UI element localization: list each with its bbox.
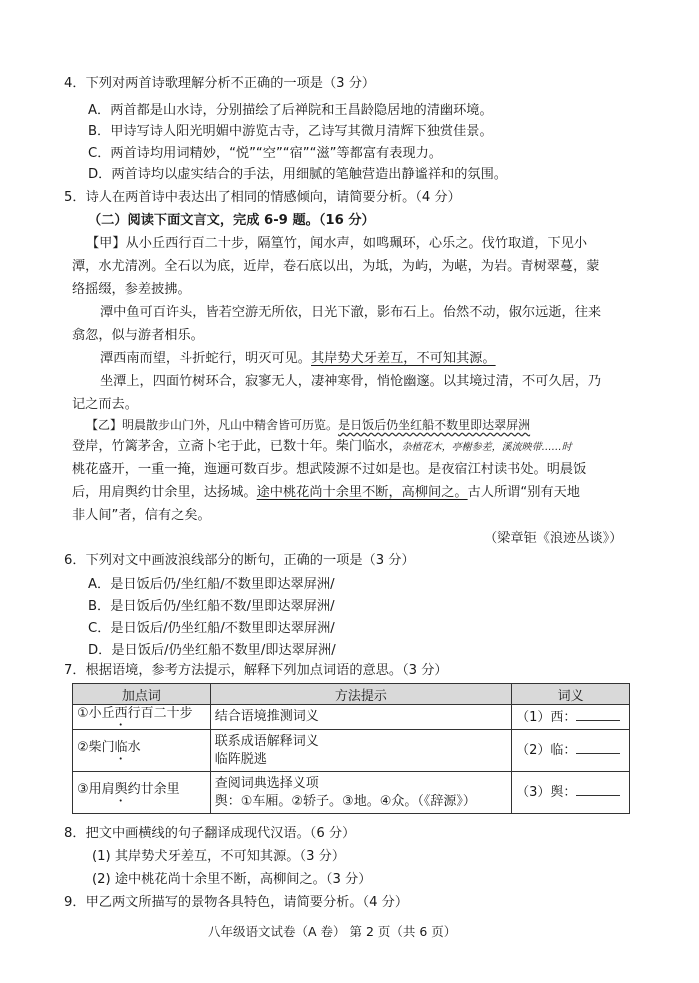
yi-line1 [86,417,530,433]
yi-line2 [72,439,572,456]
header-word: 加点词 [73,684,211,705]
jia-p2-line1: 潭中鱼可百许头，皆若空游无所依，日光下澈，影布石上。佁然不动，俶尔远逝，往来 [100,305,602,320]
yi-line4-part3: 古人所谓“别有天地 [467,485,580,500]
word-pre: ①小丘 [77,706,115,721]
q7-stem: 7．根据语境，参考方法提示，解释下列加点词语的意思。（3 分） [64,663,448,678]
yi-source: （梁章钜《浪迹丛谈》） [484,531,623,546]
q6-option-d: D．是日饭后/仍坐红船不数里/即达翠屏洲/ [88,643,336,658]
jia-p3 [100,351,496,367]
word-cell [73,705,211,730]
yi-line1-segment-2: 精舍 [254,418,279,432]
answer-blank[interactable] [576,783,620,796]
vocab-table [72,683,630,814]
jia-p1-line1: 【甲】从小丘西行百二十步，隔篁竹，闻水声，如鸣珮环，心乐之。伐竹取道，下见小 [86,236,588,251]
word-pre: ③用肩 [77,781,115,797]
page-footer: 八年级语文试卷（A 卷） 第 2 页（共 6 页） [208,924,457,939]
q5-stem: 5．诗人在两首诗中表达出了相同的情感倾向，请简要分析。（4 分） [64,190,461,205]
q6-stem: 6．下列对文中画波浪线部分的断句，正确的一项是（3 分） [64,553,415,568]
hint-text: 查阅词典选择义项 [214,775,319,791]
q4-option-c: C．两首诗均用词精妙，“悦”“空”“宿”“滋”等都富有表现力。 [88,146,442,161]
yi-line2-main: 登岸，竹篱茅舍，立斋卜宅于此，已数十年。柴门临水， [72,439,402,454]
dotted-word: 临 [114,739,128,755]
meaning-label: （3）舆： [516,785,577,800]
jia-p1-line3: 络摇缀，参差披拂。 [72,282,191,297]
meaning-label: （2）临： [516,743,577,758]
q8-stem: 8．把文中画横线的句子翻译成现代汉语。（6 分） [64,826,356,841]
yi-line2-tail: 杂植花木，亭榭参差，溪流映带……时 [401,442,572,453]
q8-sentence-1: (1) 其岸势犬牙差互，不可知其源。（3 分） [92,849,346,864]
word-pre: ②柴门 [77,739,115,755]
jia-p1-line2: 潭，水尤清冽。全石以为底，近岸，卷石底以出，为坻，为屿，为嵁，为岩。青树翠蔓，蒙 [72,259,600,274]
word-post: 行百二十步 [127,706,193,721]
meaning-cell [512,705,630,730]
hint-example: 舆：①车厢。②轿子。③地。④众。（《辞源》） [214,793,476,809]
q4-stem: 4．下列对两首诗歌理解分析不正确的一项是（3 分） [64,76,376,91]
yi-line4 [72,485,580,501]
word-post: 水 [127,739,141,755]
word-post: 约廿余里 [127,781,180,797]
q6-option-a: A．是日饭后仍/坐红船/不数里即达翠屏洲/ [88,577,335,592]
q6-option-b: B．是日饭后仍/坐红船不数/里即达翠屏洲/ [88,599,335,614]
hint-text: 联系成语解释词义 [214,733,319,749]
q4-option-b: B．甲诗写诗人阳光明媚中游览古寺，乙诗写其微月清辉下独赏佳景。 [88,124,493,139]
meaning-cell [512,730,630,772]
header-hint: 方法提示 [210,684,511,705]
answer-blank[interactable] [576,741,620,754]
hint-cell [210,772,511,814]
header-meaning: 词义 [512,684,630,705]
answer-blank[interactable] [576,708,620,721]
dotted-word: 舆 [114,781,128,797]
yi-line1-segment-3: 皆可历览。 [278,418,339,432]
word-cell [73,772,211,814]
yi-line3: 桃花盛开，一重一掩，迤逦可数百步。想武陵源不过如是也。是夜宿江村读书处。明晨饭 [72,462,587,477]
hint-cell [210,705,511,730]
yi-underlined-sentence: 途中桃花尚十余里不断，高柳间之。 [256,485,468,500]
word-cell [73,730,211,772]
q4-option-d: D．两首诗均以虚实结合的手法，用细腻的笔触营造出静谧祥和的氛围。 [88,167,507,182]
jia-p4-line1: 坐潭上，四面竹树环合，寂寥无人，凄神寒骨，悄怆幽邃。以其境过清，不可久居，乃 [100,374,602,389]
q6-option-c: C．是日饭后/仍坐红船/不数里即达翠屏洲/ [88,621,335,636]
q4-option-a: A．两首都是山水诗，分别描绘了后禅院和王昌龄隐居地的清幽环境。 [88,103,493,118]
jia-p3-underlined-sentence: 其岸势犬牙差互，不可知其源。 [311,351,496,366]
yi-line5: 非人间”者，信有之矣。 [72,508,211,523]
meaning-label: （1）西： [516,709,577,725]
table-row [73,730,630,772]
q8-sentence-2: (2) 途中桃花尚十余里不断，高柳间之。（3 分） [92,872,372,887]
table-row [73,705,630,730]
hint-cell [210,730,511,772]
hint-text: 结合语境推测词义 [214,709,319,724]
yi-wavy-segment: 是日饭后仍坐红船不数里即达翠屏洲 [338,418,531,432]
dotted-word: 西 [114,706,128,721]
yi-label: 【乙】 [86,418,123,432]
yi-line4-part1: 后，用肩舆约廿余里，达扬城。 [72,485,257,500]
jia-p3-plain: 潭西南而望，斗折蛇行，明灭可见。 [100,351,311,366]
table-row [73,772,630,814]
hint-example: 临阵脱逃 [214,751,267,767]
section-heading: （二）阅读下面文言文，完成 6-9 题。（16 分） [88,213,375,228]
meaning-cell [512,772,630,814]
q9-stem: 9．甲乙两文所描写的景物各具特色，请简要分析。（4 分） [64,895,409,910]
jia-p4-line2: 记之而去。 [72,397,138,412]
table-header-row [73,684,630,705]
jia-p2-line2: 翕忽，似与游者相乐。 [72,328,204,343]
yi-line1-segment: 明晨散步山门外，凡山中 [122,418,255,432]
